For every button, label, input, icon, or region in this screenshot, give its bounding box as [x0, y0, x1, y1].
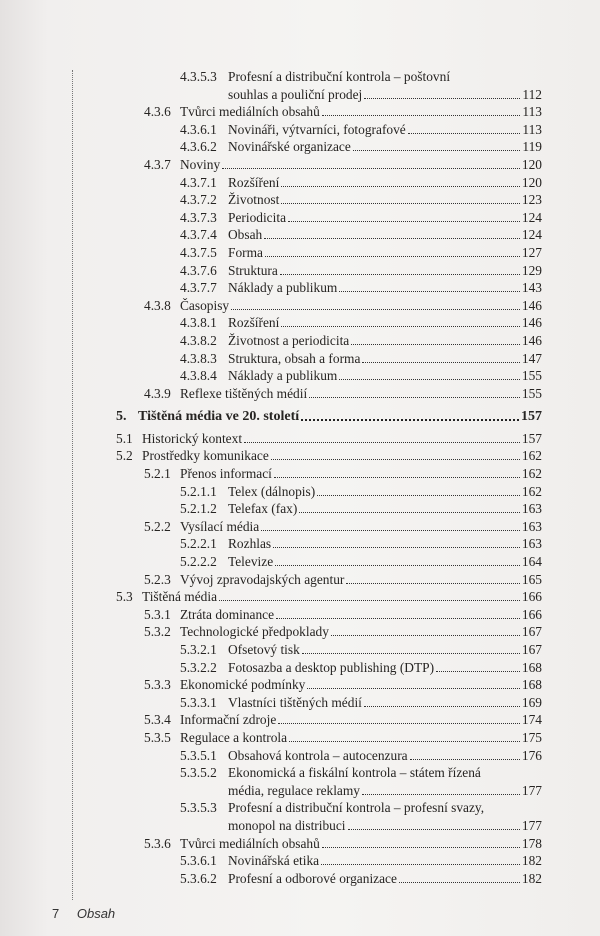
toc-entry-number: 4.3.8.2 [180, 332, 217, 348]
running-footer-label: Obsah [76, 906, 116, 921]
toc-entry-page: 177 [521, 817, 542, 833]
toc-entry [0, 818, 600, 836]
toc-entry-page: 167 [521, 642, 542, 657]
dot-leader [317, 484, 520, 496]
toc-entry-page: 157 [521, 409, 542, 425]
toc-entry-number: 4.3.8.1 [180, 315, 217, 331]
table-of-contents [0, 69, 600, 888]
toc-entry [0, 139, 600, 157]
dot-leader [281, 175, 520, 187]
dot-leader [281, 315, 520, 327]
toc-entry-page: 174 [521, 712, 542, 728]
toc-entry-page: 124 [521, 227, 542, 243]
toc-entry-title: Tvůrci mediálních obsahů [180, 104, 320, 120]
toc-entry-page: 178 [521, 835, 542, 851]
toc-entry-title: Ekonomické podmínky [180, 677, 306, 693]
toc-entry-title: Přenos informací [180, 466, 272, 482]
toc-entry-number: 4.3.6 [144, 104, 171, 120]
toc-entry-number: 5.3 [116, 589, 133, 605]
toc-entry [0, 315, 600, 333]
dot-leader [339, 280, 520, 292]
toc-entry-number: 5.3.5 [144, 729, 171, 745]
toc-entry-title: Vývoj zpravodajských agentur [180, 571, 345, 587]
toc-entry-title: Regulace a kontrola [180, 729, 288, 745]
toc-entry-title: Obsah [228, 227, 263, 243]
toc-entry-number: 5.2.1.1 [180, 483, 217, 499]
toc-entry-page: 157 [521, 430, 542, 446]
toc-entry-page: 120 [521, 174, 542, 190]
toc-entry-number: 5.2.2.2 [180, 554, 217, 570]
dot-leader [362, 783, 520, 795]
dot-leader [399, 871, 520, 883]
toc-entry-number: 5.3.5.2 [180, 765, 217, 781]
toc-entry-number: 5.2.2 [144, 518, 171, 534]
toc-entry [0, 368, 600, 386]
toc-entry [0, 386, 600, 404]
toc-entry-page: 120 [521, 156, 542, 172]
toc-entry-number: 5.3.3 [144, 677, 171, 693]
toc-entry-number: 5.3.2 [144, 624, 171, 640]
toc-entry-page: 146 [521, 332, 542, 348]
toc-entry-number: 5.3.6 [144, 835, 171, 851]
toc-entry-page: 146 [521, 315, 542, 331]
toc-entry [0, 554, 600, 572]
toc-entry-title: Rozhlas [228, 536, 272, 552]
toc-entry-number: 4.3.8 [144, 297, 171, 313]
toc-entry-page: 164 [521, 554, 542, 570]
toc-entry-title: Obsahová kontrola – autocenzura [228, 747, 408, 763]
dot-leader [410, 748, 520, 760]
toc-entry [0, 536, 600, 554]
toc-entry-title: Vlastníci tištěných médií [228, 694, 362, 710]
toc-entry-number: 5.3.1 [144, 606, 171, 622]
dot-leader [275, 554, 520, 566]
toc-entry-page: 162 [521, 466, 542, 482]
toc-entry [0, 765, 600, 783]
toc-entry-number: 4.3.6.1 [180, 121, 217, 137]
toc-entry-page: 182 [521, 853, 542, 869]
dot-leader [274, 466, 520, 478]
dot-leader [222, 157, 520, 169]
toc-entry [0, 87, 600, 105]
toc-entry-title: Forma [228, 244, 263, 260]
toc-entry [0, 448, 600, 466]
toc-entry-title: Struktura, obsah a forma [228, 350, 361, 366]
toc-entry-page: 162 [521, 448, 542, 464]
toc-entry-page: 112 [522, 86, 542, 102]
toc-entry-title: Profesní a distribuční kontrola – poštovní [228, 69, 451, 84]
dot-leader [408, 122, 521, 134]
toc-entry [0, 69, 600, 87]
toc-entry [0, 836, 600, 854]
toc-entry-title: Struktura [228, 262, 278, 278]
toc-entry-page: 175 [521, 729, 542, 745]
toc-entry [0, 298, 600, 316]
dot-leader [273, 536, 520, 548]
toc-entry-title: Tištěná média ve 20. století [138, 409, 300, 425]
dot-leader [231, 298, 520, 310]
toc-entry-number: 5.2.1.2 [180, 501, 217, 517]
dot-leader [307, 677, 520, 689]
toc-entry-number: 4.3.7.4 [180, 227, 217, 243]
toc-entry-page: 166 [521, 606, 542, 622]
toc-entry-number: 5.2.3 [144, 571, 171, 587]
toc-entry-title: Televize [228, 554, 274, 570]
toc-entry-page: 124 [521, 209, 542, 225]
toc-entry [0, 192, 600, 210]
dot-leader [280, 263, 520, 275]
dot-leader [281, 192, 520, 204]
toc-entry [0, 660, 600, 678]
dot-leader [244, 431, 520, 443]
toc-entry-title: Náklady a publikum [228, 280, 338, 296]
toc-entry-page: 176 [521, 747, 542, 763]
dot-leader [351, 333, 520, 345]
toc-entry-page: 147 [521, 350, 542, 366]
dot-leader [288, 210, 520, 222]
toc-entry-number: 4.3.7.1 [180, 174, 217, 190]
toc-entry-title: Informační zdroje [180, 712, 277, 728]
toc-entry-page: 182 [521, 870, 542, 886]
toc-entry-number: 4.3.7.2 [180, 192, 217, 208]
toc-entry-number: 4.3.7 [144, 156, 171, 172]
dot-leader [261, 519, 520, 531]
toc-entry-page: 165 [521, 571, 542, 587]
dot-leader [276, 607, 520, 619]
dot-leader [353, 139, 521, 151]
toc-entry-title: Vysílací média [180, 518, 260, 534]
toc-entry [0, 853, 600, 871]
toc-entry [0, 263, 600, 281]
toc-entry [0, 333, 600, 351]
toc-entry-page: 168 [521, 677, 542, 693]
toc-entry-title: Noviny [180, 156, 221, 172]
dot-leader [219, 589, 520, 601]
toc-entry [0, 210, 600, 228]
dot-leader [364, 87, 520, 99]
toc-entry [0, 466, 600, 484]
toc-entry [0, 642, 600, 660]
toc-entry-title: Reflexe tištěných médií [180, 385, 308, 401]
toc-entry-number: 4.3.6.2 [180, 139, 217, 155]
toc-entry-title: Rozšíření [228, 174, 280, 190]
toc-entry-number: 4.3.8.3 [180, 350, 217, 366]
dot-leader [289, 730, 520, 742]
toc-entry [0, 607, 600, 625]
toc-entry-title: Tvůrci mediálních obsahů [180, 835, 320, 851]
toc-entry-page: 162 [521, 483, 542, 499]
toc-entry-page: 163 [521, 501, 542, 517]
toc-entry [0, 280, 600, 298]
toc-entry-page: 166 [521, 589, 542, 605]
toc-entry [0, 589, 600, 607]
toc-entry [0, 104, 600, 122]
toc-entry-number: 4.3.8.4 [180, 368, 217, 384]
toc-entry-title: Telefax (fax) [228, 501, 298, 517]
dot-leader [322, 836, 520, 848]
toc-entry [0, 730, 600, 748]
toc-entry [0, 227, 600, 245]
toc-entry [0, 624, 600, 642]
dot-leader [299, 501, 520, 513]
toc-entry [0, 695, 600, 713]
dot-leader [339, 368, 520, 380]
dot-leader [331, 624, 520, 636]
toc-entry-page: 146 [521, 297, 542, 313]
toc-entry-number: 4.3.9 [144, 385, 171, 401]
page-number: 7 [52, 906, 60, 921]
dot-leader [362, 351, 520, 363]
toc-entry [0, 677, 600, 695]
toc-entry [0, 572, 600, 590]
dot-leader [322, 104, 521, 116]
toc-entry-page: 163 [521, 536, 542, 552]
toc-entry-title: Ekonomická a fiskální kontrola – státem řízená [228, 765, 481, 781]
toc-entry-number: 5.3.5.1 [180, 747, 217, 763]
toc-entry-number: 4.3.5.3 [180, 69, 217, 84]
toc-entry-title: Náklady a publikum [228, 368, 338, 384]
toc-chapter-entry [0, 409, 600, 427]
dot-leader [321, 853, 520, 865]
toc-entry-title: Profesní a odborové organizace [228, 870, 397, 886]
toc-entry-title: Ofsetový tisk [228, 642, 300, 657]
toc-entry [0, 175, 600, 193]
toc-entry-number: 5.2.2.1 [180, 536, 217, 552]
toc-entry-title: Novinářské organizace [228, 139, 351, 155]
dot-leader [436, 660, 520, 672]
toc-entry-number: 5.2.1 [144, 466, 171, 482]
dot-leader [265, 245, 520, 257]
toc-entry-title: Fotosazba a desktop publishing (DTP) [228, 659, 435, 675]
toc-entry [0, 245, 600, 263]
toc-entry-page: 163 [521, 518, 542, 534]
toc-entry-number: 5.3.3.1 [180, 694, 217, 710]
dot-leader [278, 712, 520, 724]
toc-entry [0, 748, 600, 766]
toc-entry-number: 5. [116, 409, 127, 425]
dot-leader [309, 386, 520, 398]
toc-entry-page: 155 [521, 385, 542, 401]
toc-entry-title: Prostředky komunikace [142, 448, 269, 464]
toc-entry-number: 5.3.6.2 [180, 870, 217, 886]
toc-entry-title: monopol na distribuci [228, 817, 346, 833]
toc-entry-number: 4.3.7.7 [180, 280, 217, 296]
toc-entry-title: Ztráta dominance [180, 606, 275, 622]
toc-entry [0, 484, 600, 502]
toc-entry-number: 5.3.2.1 [180, 642, 217, 657]
toc-entry [0, 871, 600, 889]
toc-entry-number: 5.3.6.1 [180, 853, 217, 869]
toc-entry-number: 4.3.7.5 [180, 244, 217, 260]
dot-leader [302, 642, 520, 654]
dot-leader [301, 409, 519, 421]
toc-entry-page: 177 [521, 782, 542, 798]
toc-entry [0, 431, 600, 449]
toc-entry [0, 351, 600, 369]
dot-leader [346, 572, 520, 584]
toc-entry-title: Životnost [228, 192, 280, 208]
toc-entry-page: 168 [521, 659, 542, 675]
toc-entry-number: 5.3.2.2 [180, 659, 217, 675]
toc-entry-page: 155 [521, 368, 542, 384]
toc-entry-number: 5.3.4 [144, 712, 171, 728]
toc-entry-number: 4.3.7.6 [180, 262, 217, 278]
toc-entry [0, 157, 600, 175]
toc-entry-page: 127 [521, 244, 542, 260]
toc-entry-title: Technologické předpoklady [180, 624, 329, 640]
toc-entry-title: média, regulace reklamy [228, 782, 360, 798]
toc-entry-title: Novináři, výtvarníci, fotografové [228, 121, 406, 137]
toc-entry-title: Rozšíření [228, 315, 280, 331]
toc-entry-page: 123 [521, 192, 542, 208]
toc-entry-page: 129 [521, 262, 542, 278]
toc-entry [0, 712, 600, 730]
toc-entry-title: Životnost a periodicita [228, 332, 350, 348]
toc-entry-page: 169 [521, 694, 542, 710]
toc-entry-page: 119 [522, 139, 542, 155]
toc-entry-page: 143 [521, 280, 542, 296]
dot-leader [264, 227, 520, 239]
toc-entry [0, 519, 600, 537]
toc-entry-page: 167 [521, 624, 542, 640]
toc-entry-title: Tištěná média [142, 589, 218, 605]
dot-leader [271, 448, 520, 460]
toc-entry-number: 5.1 [116, 430, 133, 446]
toc-entry-page: 113 [522, 104, 542, 120]
dot-leader [364, 695, 520, 707]
toc-entry-number: 5.2 [116, 448, 133, 464]
page-footer [52, 906, 115, 921]
toc-entry-title: Časopisy [180, 297, 230, 313]
toc-entry [0, 122, 600, 140]
toc-entry-title: Novinářská etika [228, 853, 320, 869]
toc-entry-title: Profesní a distribuční kontrola – profesní svazy, [228, 800, 485, 816]
toc-entry-title: Historický kontext [142, 430, 243, 446]
toc-entry-title: Periodicita [228, 209, 287, 225]
dot-leader [348, 818, 520, 830]
toc-entry [0, 783, 600, 801]
toc-entry-title: Telex (dálnopis) [228, 483, 316, 499]
toc-entry-title: souhlas a pouliční prodej [228, 86, 363, 102]
toc-entry-number: 5.3.5.3 [180, 800, 217, 816]
toc-entry-page: 113 [522, 121, 542, 137]
toc-entry [0, 501, 600, 519]
toc-entry-number: 4.3.7.3 [180, 209, 217, 225]
toc-entry [0, 800, 600, 818]
